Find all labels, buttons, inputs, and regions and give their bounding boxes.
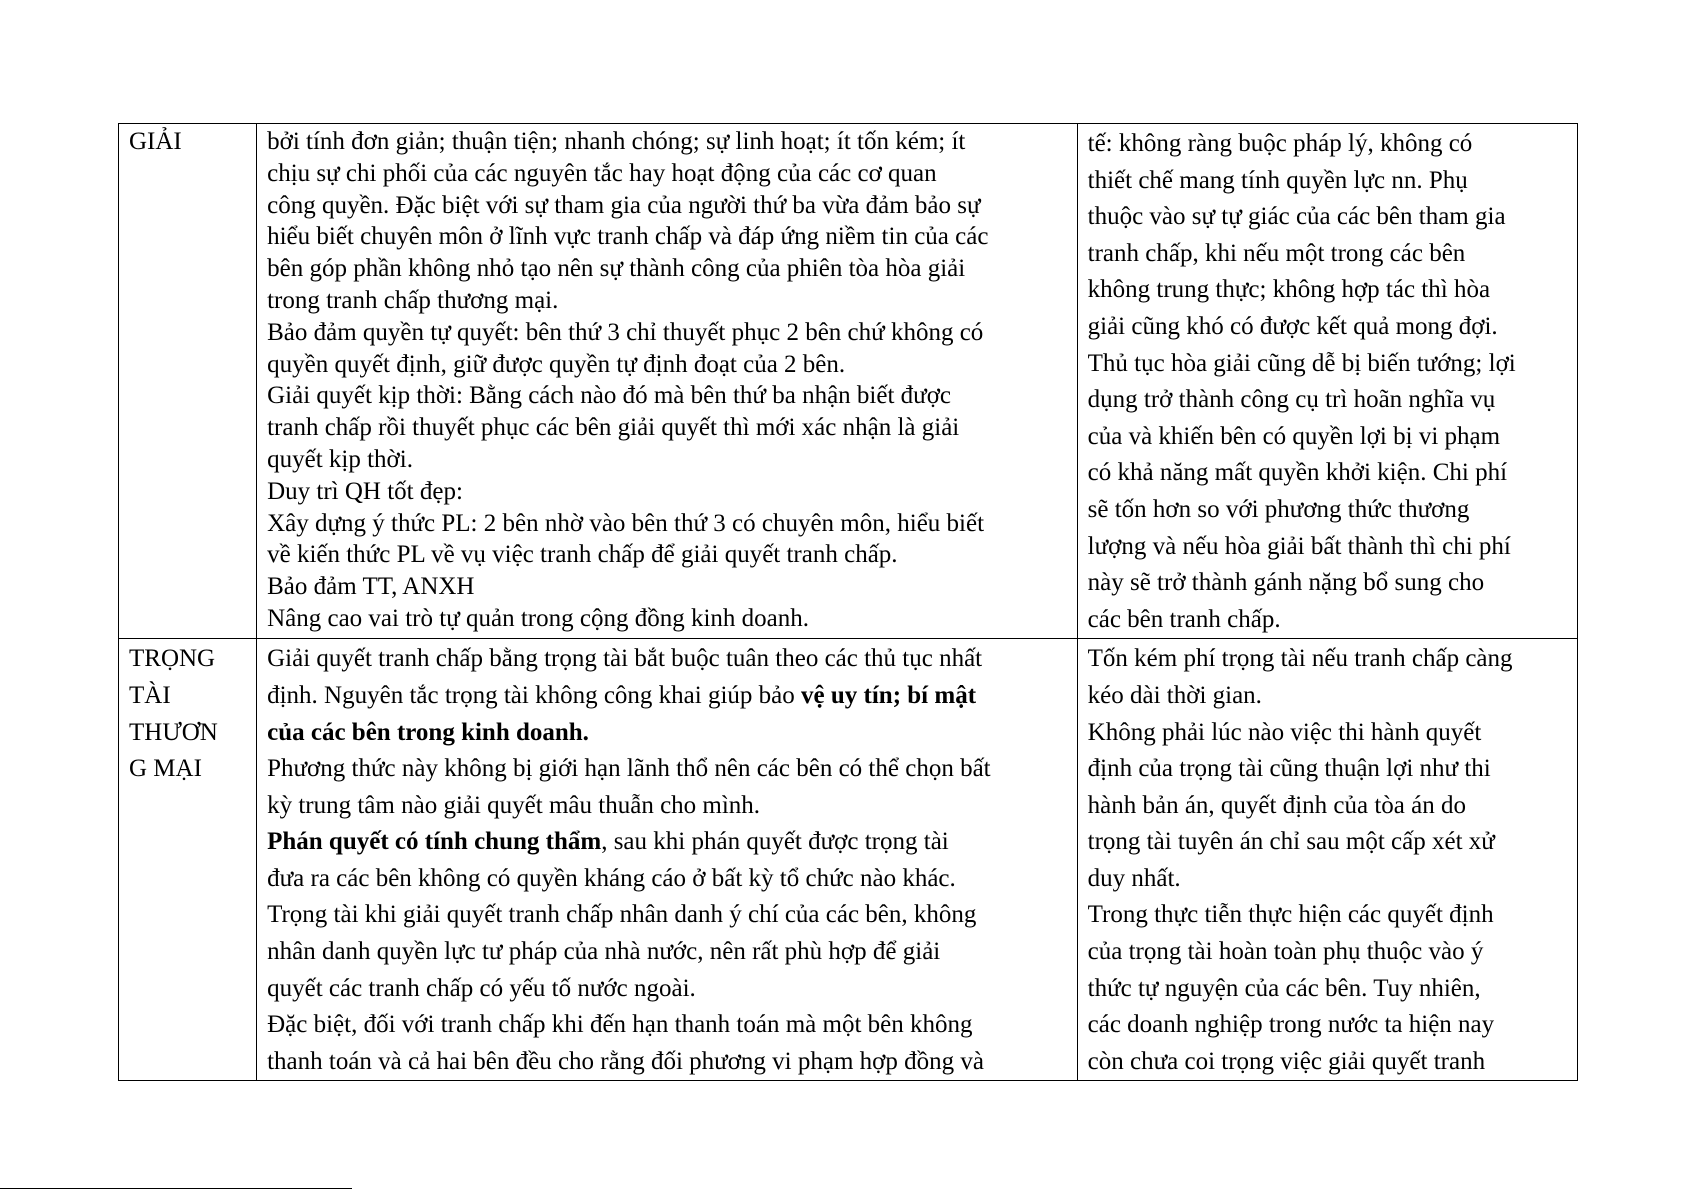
text-line: tranh chấp rồi thuyết phục các bên giải quyết thì mới xác nhận là giải [267,414,960,442]
text-line: bên góp phần không nhỏ tạo nên sự thành công của phiên tòa hòa giải [267,255,966,283]
text-line: quyết kịp thời. [267,445,413,473]
text-line: lượng và nếu hòa giải bất thành thì chi phí [1087,532,1511,560]
text-line: trọng tài tuyên án chỉ sau một cấp xét xử [1087,828,1495,856]
text-line: nhân danh quyền lực tư pháp của nhà nước, nên rất phù hợp để giải [267,938,941,966]
method-label-cell [119,124,257,639]
text-line: Xây dựng ý thức PL: 2 bên nhờ vào bên thứ 3 có chuyên môn, hiểu biết [267,509,985,537]
text-line: thuộc vào sự tự giác của các bên tham gia [1087,203,1506,231]
text-line: hiểu biết chuyên môn ở lĩnh vực tranh chấp và đáp ứng niềm tin của các [267,223,989,251]
text-line: duy nhất. [1087,864,1181,892]
bold-text-run: Phán quyết có tính chung thẩm [267,828,602,856]
text-run: định. Nguyên tắc trọng tài không công khai giúp bảo [267,681,802,709]
text-line: của trọng tài hoàn toàn phụ thuộc vào ý [1087,938,1484,966]
text-line: Phương thức này không bị giới hạn lãnh thổ nên các bên có thể chọn bất [267,755,991,783]
text-line: Bảo đảm TT, ANXH [267,573,475,601]
method-label-line: THƯƠN [129,718,218,746]
method-label-line: TÀI [129,681,171,709]
text-line: Bảo đảm quyền tự quyết: bên thứ 3 chỉ thuyết phục 2 bên chứ không có [267,318,984,346]
text-line: định của trọng tài cũng thuận lợi như thi [1087,755,1491,783]
text-line: giải cũng khó có được kết quả mong đợi. [1087,312,1498,340]
text-line: Đặc biệt, đối với tranh chấp khi đến hạn thanh toán mà một bên không [267,1011,973,1039]
text-line: quyền quyết định, giữ được quyền tự định đoạt của 2 bên. [267,350,846,378]
text-line: đưa ra các bên không có quyền kháng cáo ở bất kỳ tổ chức nào khác. [267,864,956,892]
text-line: kéo dài thời gian. [1087,681,1262,709]
table-row-hoa-giai [119,124,1578,639]
text-line: còn chưa coi trọng việc giải quyết tranh [1087,1047,1486,1075]
text-line: chịu sự chi phối của các nguyên tắc hay hoạt động của các cơ quan [267,159,937,187]
text-line: thiết chế mang tính quyền lực nn. Phụ [1087,166,1468,194]
text-line [267,824,1069,861]
comparison-table [118,123,1578,1081]
method-label-cell [119,639,257,1081]
method-label-line: TRỌNG [129,645,216,673]
text-line: các doanh nghiệp trong nước ta hiện nay [1087,1011,1495,1039]
text-line: hành bản án, quyết định của tòa án do [1087,791,1466,819]
text-run: , sau khi phán quyết được trọng tài [601,828,949,856]
text-line: thức tự nguyện của các bên. Tuy nhiên, [1087,974,1481,1002]
table-row-trong-tai [119,639,1578,1081]
text-line: về kiến thức PL về vụ việc tranh chấp để giải quyết tranh chấp. [267,541,898,569]
text-line: không trung thực; không hợp tác thì hòa [1087,276,1491,304]
text-line: dụng trở thành công cụ trì hoãn nghĩa vụ [1087,386,1496,414]
text-line: thanh toán và cả hai bên đều cho rằng đối phương vi phạm hợp đồng và [267,1047,984,1075]
bold-text-run: vệ uy tín; bí mật [801,681,977,709]
text-line: bởi tính đơn giản; thuận tiện; nhanh chóng; sự linh hoạt; ít tốn kém; ít [267,128,966,155]
text-line: Trọng tài khi giải quyết tranh chấp nhân danh ý chí của các bên, không [267,901,977,929]
method-label-line: GIẢI [129,128,182,155]
text-line: có khả năng mất quyền khởi kiện. Chi phí [1087,459,1508,487]
text-line: của và khiến bên có quyền lợi bị vi phạm [1087,422,1501,450]
text-line: Duy trì QH tốt đẹp: [267,477,463,505]
text-line: sẽ tốn hơn so với phương thức thương [1087,495,1470,523]
advantages-cell [257,124,1078,639]
method-label-line: G MẠI [129,755,202,783]
text-line: Tốn kém phí trọng tài nếu tranh chấp càng [1087,645,1513,673]
text-line: trong tranh chấp thương mại. [267,286,559,314]
text-line: tế: không ràng buộc pháp lý, không có [1087,130,1473,157]
text-line: công quyền. Đặc biệt với sự tham gia của người thứ ba vừa đảm bảo sự [267,191,981,219]
text-line: Giải quyết tranh chấp bằng trọng tài bắt buộc tuân theo các thủ tục nhất [267,645,983,673]
text-line: các bên tranh chấp. [1087,605,1281,633]
text-line: Trong thực tiễn thực hiện các quyết định [1087,901,1494,929]
bold-text-line: của các bên trong kinh doanh. [267,718,589,746]
text-line: quyết các tranh chấp có yếu tố nước ngoài. [267,974,696,1002]
text-line: này sẽ trở thành gánh nặng bổ sung cho [1087,569,1485,597]
footnote-separator [0,1188,352,1189]
text-line [267,678,1069,715]
disadvantages-cell [1077,124,1577,639]
text-line: Thủ tục hòa giải cũng dễ bị biến tướng; lợi [1087,349,1516,377]
disadvantages-cell [1077,639,1577,1081]
text-line: Nâng cao vai trò tự quản trong cộng đồng kinh doanh. [267,604,810,632]
text-line: Giải quyết kịp thời: Bằng cách nào đó mà bên thứ ba nhận biết được [267,382,952,410]
text-line: Không phải lúc nào việc thi hành quyết [1087,718,1482,746]
advantages-cell [257,639,1078,1081]
text-line: tranh chấp, khi nếu một trong các bên [1087,239,1466,267]
text-line: kỳ trung tâm nào giải quyết mâu thuẫn cho mình. [267,791,761,819]
